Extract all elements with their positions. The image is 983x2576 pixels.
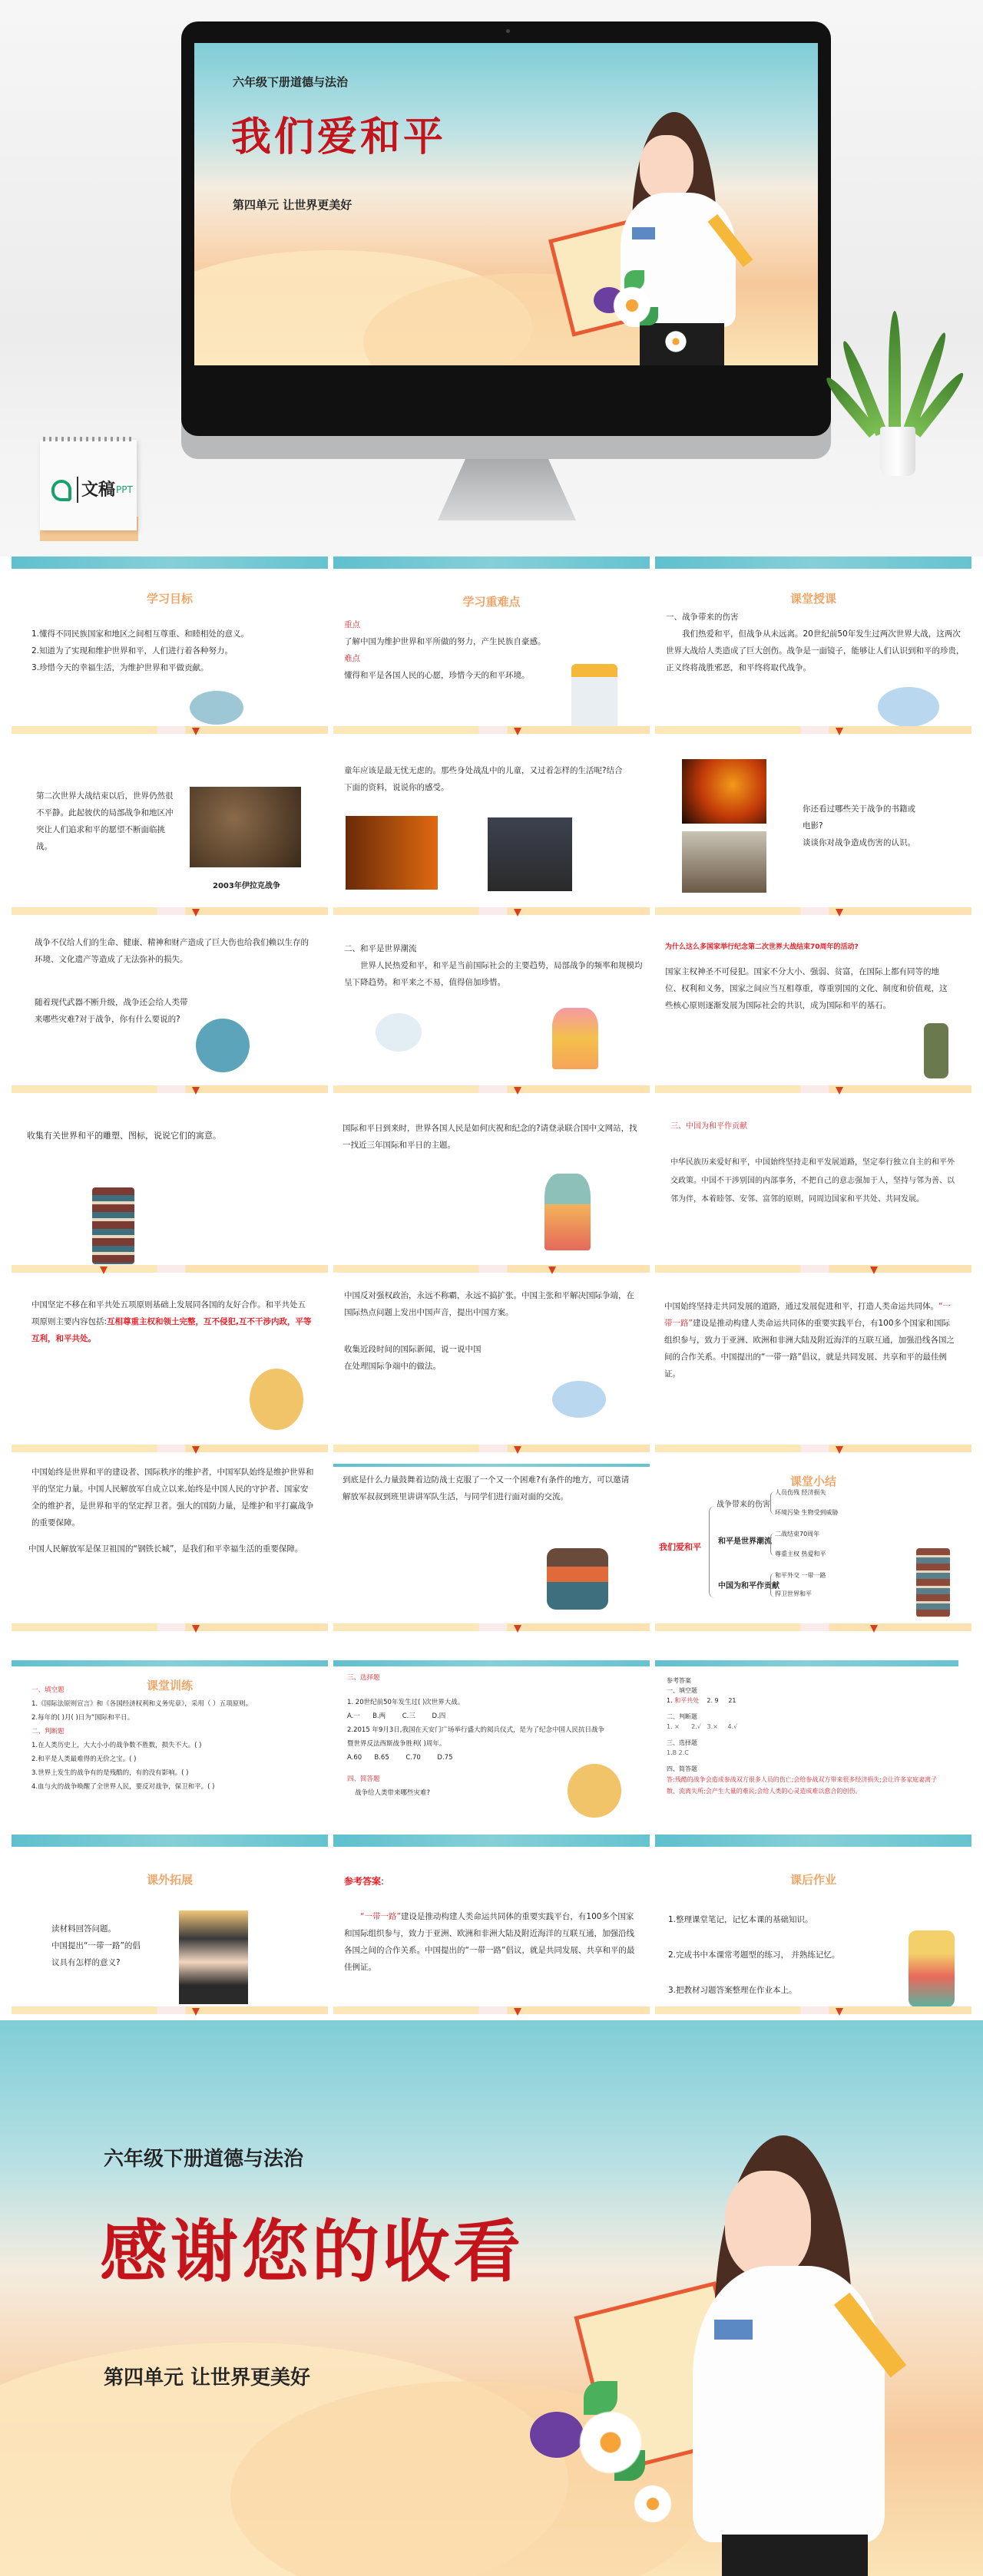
belt-road-paragraph: 建设是推动构建人类命运共同体的重要实践平台，有100多个国家和国际组织参与，致力于亚洲、欧洲和非洲大陆及附近海洋的互联互通，加强沿线各国之间的合作关系。中国提出的“一带一路”倡议，就是共同发展、共享和平的最佳例证。 <box>664 1319 955 1379</box>
mindmap-leaf: 尊重主权 热爱和平 <box>775 1551 826 1557</box>
goal-item: 1.懂得不同民族国家和地区之间相互尊重、和睦相处的意义。 <box>31 629 250 639</box>
girl-illustration <box>676 2135 983 2576</box>
globe-kids-illustration <box>196 1019 250 1072</box>
question-item: 3.世界上发生的战争有的是残酷的，有的没有影响。( ) <box>31 1769 189 1777</box>
question-item: 2.和平是人类最难得的无价之宝。( ) <box>31 1755 137 1763</box>
slide-homework <box>655 1835 971 2019</box>
soldier-illustration <box>924 1023 948 1078</box>
question-item: 1.在人类历史上，大大小小的战争数不胜数，损失不大。( ) <box>31 1742 202 1749</box>
colon: : <box>381 1876 385 1887</box>
kids-reading-illustration <box>552 1381 606 1418</box>
slide-practice <box>12 1660 328 1820</box>
slide-sovereignty <box>655 925 971 1098</box>
mindmap-root: 我们爱和平 <box>659 1542 701 1552</box>
slide-practice-choice <box>333 1660 650 1820</box>
pla-paragraph: 中国始终是世界和平的建设者、国际秩序的维护者，中国军队始终是维护世界和平的坚定力量。中国人民解放军自成立以来,始终是中国人民的守护者、国家安全的维护者，是世界和平的坚定捍卫者。强大的国防力量，是维护和平打赢战争的重要保障。 <box>31 1468 314 1527</box>
slide-five-principles <box>12 1284 328 1457</box>
camera-dot <box>506 29 510 33</box>
goal-item: 3.珍惜今天的幸福生活，为维护世界和平做贡献。 <box>31 663 209 672</box>
question-item: 4.血与火的战争唤醒了全世界人民，要反对战争，保卫和平。( ) <box>31 1783 215 1791</box>
hard-text: 懂得和平是各国人民的心愿，珍惜今天的和平环境。 <box>344 671 530 680</box>
mindmap-leaf: 二战结束70周年 <box>775 1531 820 1537</box>
slide-peace-trend <box>333 925 650 1098</box>
loss-question: 随着现代武器不断升级，战争还会给人类带来哪些灾难?对于战争，你有什么要说的? <box>35 998 188 1024</box>
answer-prefix: 1. <box>667 1697 675 1704</box>
sovereignty-question: 为什么这么多国家举行纪念第二次世界大战结束70周年的活动? <box>665 943 859 951</box>
mindmap-leaf: 环境污染 生物受到威胁 <box>775 1509 839 1516</box>
loss-paragraph: 战争不仅给人们的生命、健康、精神和财产造成了巨大伤也给我们赖以生存的环境、文化遗产等造成了无法弥补的损失。 <box>35 938 309 964</box>
postwar-paragraph: 第二次世界大战结束以后，世界仍然很不平静。此起彼伏的局部战争和地区冲突让人们追求和平的愿望不断面临挑战。 <box>36 791 174 851</box>
soldiers-paragraph: 到底是什么力量鼓舞着边防战士克服了一个又一个困难?有条件的地方，可以邀请解放军叔叔到班里讲讲军队生活，与同学们进行面对面的交流。 <box>343 1475 630 1501</box>
mindmap-branch: 中国为和平作贡献 <box>718 1582 779 1590</box>
homework-item: 2.完成书中本课常考题型的练习， 并熟练记忆。 <box>668 1950 840 1960</box>
brand-logo-icon <box>51 480 71 501</box>
principles-highlight: 互相尊重主权和领土完整，互不侵犯,互不干涉内政，平等互利，和平共处。 <box>31 1317 312 1343</box>
slide-belt-road <box>655 1284 971 1457</box>
question-item: 1.《国际法原则宣言》和《各国经济权利和义务宪章》，采用（ ）五项原则。 <box>31 1700 253 1708</box>
lesson-paragraph: 我们热爱和平，但战争从未远离。20世纪前50年发生过两次世界大战，这两次世界大战给人类造成了巨大创伤。战争是一面镜子，能够让人们认识到和平的珍贵，正义终将战胜邪恶，和平终将取代战争。 <box>666 629 965 672</box>
sovereignty-paragraph: 国家主权神圣不可侵犯。国家不分大小、强弱、贫富，在国际上都有同等的地位、权利和义务，国家之间应当互相尊重，尊重别国的文化、制度和价值观，这些核心原则逐渐发展为国际社会的共识，成为国际和平的基石。 <box>665 967 948 1010</box>
slide-heading: 课堂训练 <box>146 1679 193 1693</box>
explosion-photo <box>488 817 572 891</box>
flower-icon <box>609 282 655 329</box>
extension-line: 议具有怎样的意义? <box>51 1958 121 1967</box>
answer-text: 1.B 2.C <box>667 1749 689 1756</box>
trend-paragraph: 世界人民热爱和平，和平是当前国际社会的主要趋势，局部战争的频率和规模均呈下降趋势。和平来之不易，值得倍加珍惜。 <box>344 961 643 987</box>
principles-paragraph: 中国坚定不移在和平共处五项原则基础上发展同各国的友好合作。和平共处五项原则主要内容包括: <box>31 1300 306 1326</box>
slide-border-soldiers <box>333 1464 650 1633</box>
section-short-answer: 四、简答题 <box>347 1775 380 1783</box>
belt-road-quote: “一带一路” <box>360 1912 401 1921</box>
slide-heading: 课堂小结 <box>789 1475 836 1488</box>
kids-plane-illustration <box>190 691 243 725</box>
handshake-photo <box>179 1911 248 2004</box>
question-item: 战争给人类带来哪些灾难? <box>355 1789 431 1797</box>
section-title: 一、战争带来的伤害 <box>666 613 739 622</box>
slide-heading: 课堂授课 <box>789 592 836 606</box>
books-stack-illustration <box>916 1548 950 1617</box>
photo-caption: 2003年伊拉克战争 <box>213 882 280 890</box>
slide-peace-symbols <box>12 1105 328 1277</box>
media-question: 你还看过哪些关于战争的书籍或电影? <box>803 804 915 831</box>
slide-heading: 课外拓展 <box>146 1873 193 1887</box>
slide-heading: 学习重难点 <box>462 595 521 609</box>
goal-item: 2.知道为了实现和维护世界和平，人们进行着各种努力。 <box>31 646 233 656</box>
ruins-photo <box>682 831 766 893</box>
question-item: 1. 20世纪前50年发生过( )次世界大战。 <box>347 1699 465 1706</box>
answers-title: 参考答案 <box>344 1876 382 1887</box>
kids-reading-illustration <box>909 1930 955 2007</box>
news-task: 收集近段时间的国际新闻，说一说中国在处理国际争端中的做法。 <box>344 1345 482 1371</box>
brand-name: 文稿 <box>81 481 116 500</box>
children-paragraph: 童年应该是最无忧无虑的。那些身处战乱中的儿童，又过着怎样的生活呢?结合下面的资料，说说你的感受。 <box>344 766 623 792</box>
section-true-false: 二、判断题 <box>31 1728 65 1735</box>
belt-road-paragraph: 中国始终坚持走共同发展的道路，通过发展促进和平，打造人类命运共同体。 <box>664 1302 938 1311</box>
slide-summary <box>655 1464 971 1633</box>
mindmap-branch: 战争带来的伤害 <box>717 1501 770 1509</box>
slide-pla <box>12 1464 328 1633</box>
section-title: 三、中国为和平作贡献 <box>670 1122 747 1131</box>
fire-photo <box>682 759 766 824</box>
cover-unit: 第四单元 让世界更美好 <box>233 198 352 212</box>
kids-books-illustration <box>547 1548 608 1610</box>
flower-icon <box>572 2404 649 2481</box>
thanks-title: 感谢您的收看 <box>100 2212 525 2291</box>
teacher-student-illustration <box>568 1764 621 1818</box>
slide-postwar <box>12 745 328 918</box>
slide-war-media <box>655 745 971 918</box>
media-question: 谈谈你对战争造成伤害的认识。 <box>803 838 915 847</box>
rainbow-illustration <box>544 1174 591 1250</box>
slide-heading: 学习目标 <box>146 592 193 606</box>
key-label: 重点 <box>344 620 360 629</box>
question-options: A.60 B.65 C.70 D.75 <box>347 1754 453 1762</box>
slide-answers <box>655 1660 971 1820</box>
homework-item: 1.整理课堂笔记，记忆本课的基础知识。 <box>668 1915 813 1924</box>
mindmap-leaf: 和平外交 一带一路 <box>775 1572 826 1579</box>
section-title: 二、和平是世界潮流 <box>344 944 417 953</box>
mindmap-branch: 和平是世界潮流 <box>718 1537 772 1546</box>
answer-section: 三、选择题 <box>667 1739 697 1746</box>
key-text: 了解中国为维护世界和平所做的努力，产生民族自豪感。 <box>344 637 546 646</box>
slide-peace-day <box>333 1105 650 1277</box>
question-item: 2.每年的( )月( )日为”国际和平日。 <box>31 1714 134 1722</box>
thanks-unit: 第四单元 让世界更美好 <box>104 2366 311 2389</box>
kids-balloons-illustration <box>552 1008 598 1069</box>
answer-highlight: 和平共处 <box>674 1697 700 1704</box>
war-photo <box>346 816 438 890</box>
shop-illustration <box>571 664 617 729</box>
monitor-stand <box>438 459 576 520</box>
answer-text: 答:残酷的战争会造成参战双方很多人员的伤亡;会给参战双方带来很多经济损失;会让许多家庭妻离子散、流离失所;会产生大量的难民;会给人类的心灵造成难以愈合的创伤。 <box>667 1776 938 1795</box>
answers-title: 参考答案 <box>667 1677 691 1684</box>
kids-piggyback-illustration <box>250 1369 303 1430</box>
slide-war-loss <box>12 925 328 1098</box>
brand-suffix: PPT <box>116 484 133 495</box>
slide-anti-hegemony <box>333 1284 650 1457</box>
hegemony-paragraph: 中国反对强权政治，永远不称霸，永远不搞扩张。中国主张和平解决国际争端，在国际热点问题上发出中国声音，提出中国方案。 <box>344 1291 634 1317</box>
slide-lesson-intro <box>655 556 971 738</box>
pla-paragraph: 中国人民解放军是保卫祖国的“钢铁长城”，是我们和平幸福生活的重要保障。 <box>28 1544 303 1554</box>
answer-section: 一、填空题 <box>667 1687 697 1694</box>
thanks-subtitle: 六年级下册道德与法治 <box>104 2148 304 2171</box>
slide-extension-answer <box>333 1835 650 2019</box>
belt-road-quote: “一带一路” <box>664 1302 951 1328</box>
homework-item: 3.把教材习题答案整理在作业本上。 <box>668 1986 797 1995</box>
slide-learning-goals <box>12 556 328 738</box>
answer-text: 2. 9 21 <box>699 1697 736 1704</box>
hard-label: 难点 <box>344 654 360 663</box>
answer-text: 1. × 2.√ 3.× 4.√ <box>667 1723 738 1730</box>
war-photo <box>190 787 301 867</box>
kids-reading-illustration <box>878 687 939 727</box>
extension-line: 中国提出“一带一路”的倡 <box>51 1941 141 1950</box>
books-illustration <box>92 1187 134 1264</box>
mindmap-leaf: 人员伤残 经济损失 <box>775 1489 826 1496</box>
slide-heading: 课后作业 <box>789 1873 836 1887</box>
contribution-paragraph: 中华民族历来爱好和平，中国始终坚持走和平发展道路，坚定奉行独立自主的和平外交政策。中国不干涉别国的内部事务，不把自己的意志强加于人，坚持与邻为善、以邻为伴，本着睦邻、安邻、富邻的原则，同周边国家和平共处、共同发展。 <box>670 1158 955 1204</box>
section-fill-blank: 一、填空题 <box>31 1686 65 1694</box>
cover-slide <box>194 43 818 365</box>
dove-icon <box>376 1013 422 1052</box>
brand-calendar <box>40 440 140 542</box>
plant-pot <box>880 427 915 476</box>
question-options: A.一 B.两 C.三 D.四 <box>347 1712 446 1720</box>
slide-children-war <box>333 745 650 918</box>
slide-key-points <box>333 556 650 738</box>
plant-decor <box>868 303 922 434</box>
symbols-task: 收集有关世界和平的雕塑、图标，说说它们的寓意。 <box>27 1131 221 1141</box>
slide-china-contribution <box>655 1105 971 1277</box>
cover-title: 我们爱和平 <box>231 114 447 160</box>
answer-paragraph: 建设是推动构建人类命运共同体的重要实践平台，有100多个国家和国际组织参与，致力于亚洲、欧洲和非洲大陆及附近海洋的互联互通，加强沿线各国之间的合作关系。中国提出的“一带一路”倡议，就是共同发展、共享和平的最佳例证。 <box>344 1912 635 1972</box>
section-choice: 三、选择题 <box>347 1674 380 1682</box>
hero-mockup <box>0 0 983 556</box>
thanks-slide <box>0 2020 983 2576</box>
cover-subtitle: 六年级下册道德与法治 <box>233 75 349 89</box>
answer-section: 二、判断题 <box>667 1713 697 1720</box>
peace-day-task: 国际和平日到来时，世界各国人民是如何庆祝和纪念的?请登录联合国中文网站，找一找近三年国际和平日的主题。 <box>343 1124 637 1150</box>
slide-extension <box>12 1835 328 2019</box>
answer-section: 四、简答题 <box>667 1765 697 1772</box>
question-item: 2.2015 年9月3日,我国在天安门广场举行盛大的阅兵仪式，是为了纪念中国人民抗日战争暨世界反法西斯战争胜利( )周年。 <box>347 1726 604 1748</box>
extension-line: 读材料回答问题。 <box>51 1924 116 1934</box>
mindmap-leaf: 捍卫世界和平 <box>775 1590 812 1597</box>
